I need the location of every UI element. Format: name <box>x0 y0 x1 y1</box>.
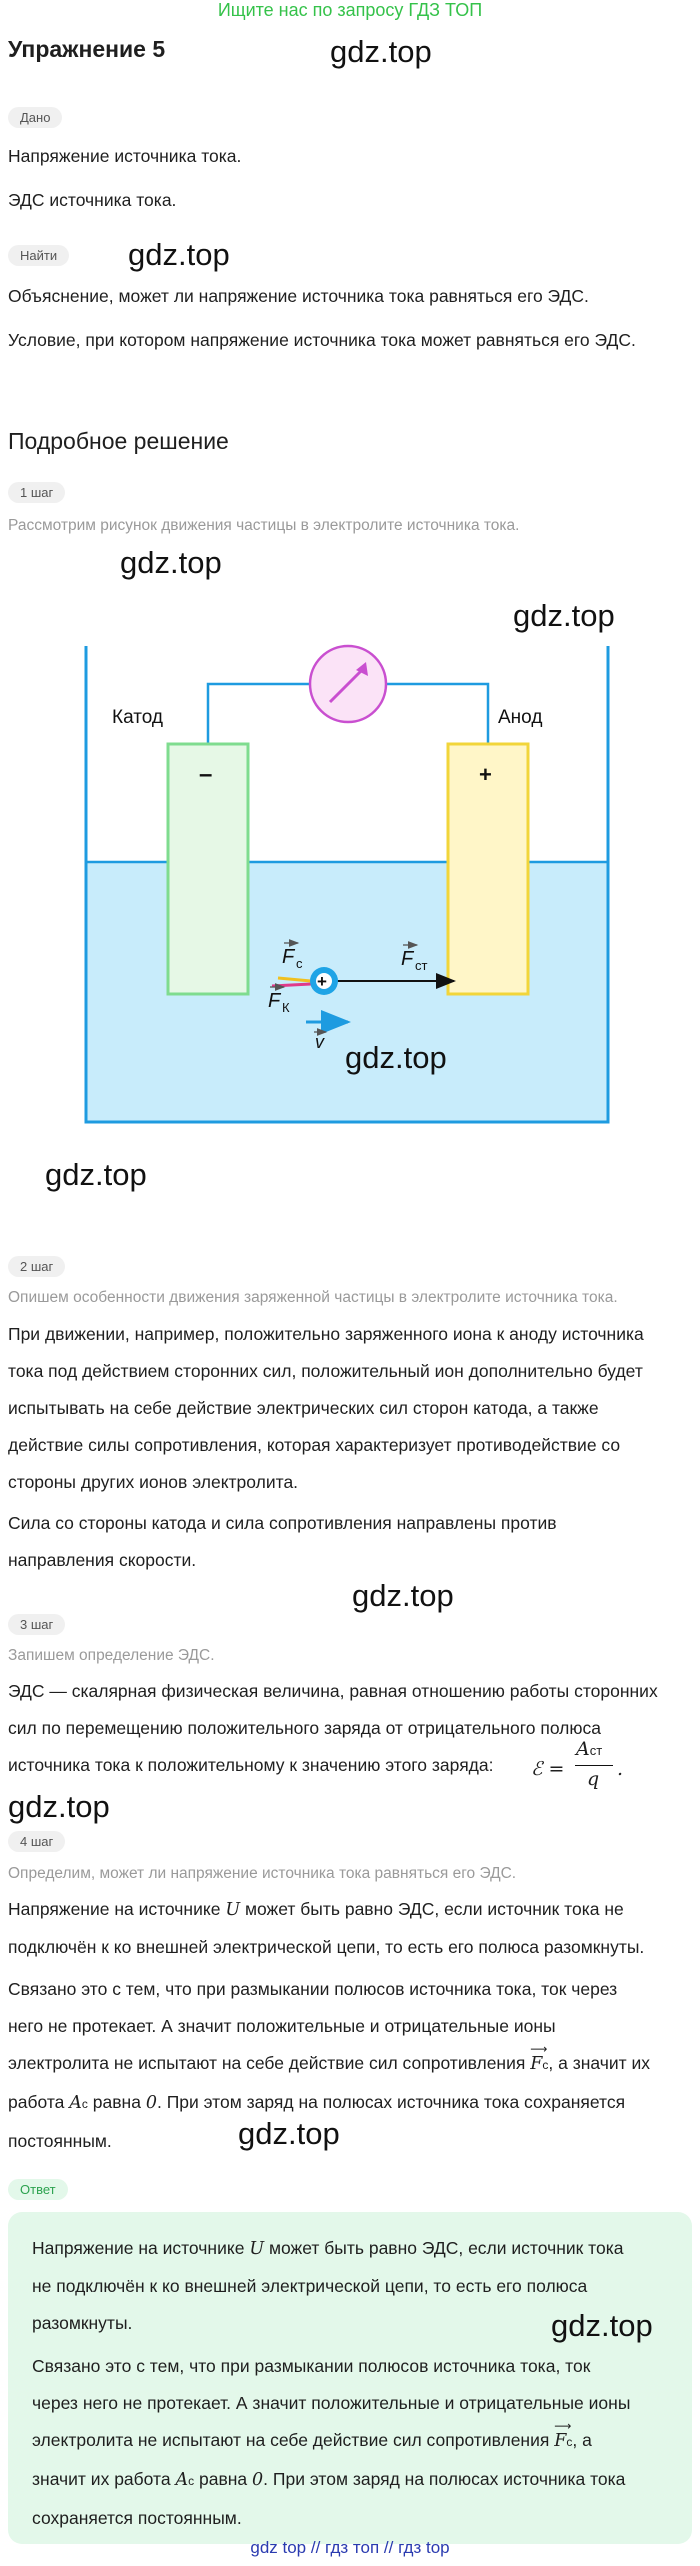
svg-text:+: + <box>317 972 327 991</box>
step-badge: 3 шаг <box>8 1614 65 1635</box>
page-title: Упражнение 5 <box>8 36 166 62</box>
anode-label: Анод <box>498 707 543 728</box>
watermark: gdz.top <box>120 545 222 580</box>
watermark: gdz.top <box>345 1040 447 1075</box>
watermark: gdz.top <box>551 2308 653 2343</box>
svg-text:v: v <box>315 1032 324 1052</box>
step-paragraph: Сила со стороны катода и сила сопротивления направлены против направления скорости. <box>8 1513 557 1570</box>
plus-sign: + <box>479 762 492 787</box>
answer-paragraph: Напряжение на источнике U может быть равно ЭДС, если источник тока не подключён к ко внешней электрической цепи, то есть его полюса разомкнуты. <box>32 2238 624 2333</box>
footer-link[interactable]: гдз топ <box>325 2538 380 2557</box>
step-paragraph: ЭДС — скалярная физическая величина, равная отношению работы сторонних сил по перемещению положительного заряда от отрицательного полюса источника тока к положительному к значению этого заряда: <box>8 1681 658 1775</box>
svg-text:К: К <box>282 1000 290 1015</box>
watermark: gdz.top <box>513 598 615 633</box>
footer-link[interactable]: gdz top <box>250 2538 307 2557</box>
positive-ion <box>310 967 338 995</box>
svg-text:ст: ст <box>415 958 428 973</box>
step-intro: Рассмотрим рисунок движения частицы в электролите источника тока. <box>8 517 520 534</box>
answer-paragraph: Связано это с тем, что при размыкании полюсов источника тока, ток через него не протекает. А значит положительные и отрицательные ионы электролита не испытают на себе действие сил сопротивления ⟶ Fc, а значит их работа Ac равна 0. При этом заряд на полюсах источника тока сохраняется постоянным. <box>32 2356 631 2528</box>
solution-heading: Подробное решение <box>8 428 229 454</box>
cathode-label: Катод <box>112 707 163 728</box>
answer-badge: Ответ <box>8 2179 68 2200</box>
watermark: gdz.top <box>352 1578 454 1613</box>
watermark: gdz.top <box>330 34 432 69</box>
watermark: gdz.top <box>128 237 230 272</box>
step-badge: 2 шаг <box>8 1256 65 1277</box>
watermark: gdz.top <box>8 1789 110 1824</box>
step-intro: Запишем определение ЭДС. <box>8 1647 215 1664</box>
step-intro: Опишем особенности движения заряженной частицы в электролите источника тока. <box>8 1289 618 1306</box>
step-badge: 1 шаг <box>8 482 65 503</box>
force-cathode-arrow <box>272 984 311 986</box>
electrolyte <box>86 862 608 1122</box>
find-item: Объяснение, может ли напряжение источника тока равняться его ЭДС. <box>8 286 589 306</box>
search-banner: Ищите нас по запросу ГДЗ ТОП <box>217 0 483 20</box>
step-badge: 4 шаг <box>8 1831 65 1852</box>
watermark: gdz.top <box>45 1157 147 1192</box>
given-item: Напряжение источника тока. <box>8 146 242 166</box>
minus-sign: – <box>199 761 213 788</box>
wire-left <box>208 684 310 744</box>
find-item: Условие, при котором напряжение источника тока может равняться его ЭДС. <box>8 330 636 350</box>
step-paragraph: Напряжение на источнике U может быть равно ЭДС, если источник тока не подключён к ко внешней электрической цепи, то есть его полюса разомкнуты. <box>8 1899 645 1957</box>
given-badge: Дано <box>8 107 62 128</box>
svg-text:F: F <box>401 948 414 970</box>
voltmeter-icon <box>310 646 386 722</box>
watermark: gdz.top <box>238 2116 340 2151</box>
step-paragraph: При движении, например, положительно заряженного иона к аноду источника тока под действием сторонних сил, положительный ион дополнительно будет испытывать на себе действие электрических сил сторон катода, а также действие силы сопротивления, которая характеризует противодействие со стороны других ионов электролита. <box>8 1324 644 1492</box>
find-badge: Найти <box>8 245 69 266</box>
wire-right <box>386 684 488 744</box>
footer-links: gdz top // гдз топ // гдз top <box>250 2538 450 2557</box>
given-item: ЭДС источника тока. <box>8 190 177 210</box>
footer-link[interactable]: гдз top <box>398 2538 450 2557</box>
svg-text:с: с <box>296 956 303 971</box>
svg-text:F: F <box>282 946 295 968</box>
step-intro: Определим, может ли напряжение источника тока равняться его ЭДС. <box>8 1865 517 1882</box>
step-paragraph: Связано это с тем, что при размыкании полюсов источника тока, ток через него не протекает. А значит положительные и отрицательные ионы электролита не испытают на себе действие сил сопротивления ⟶ Fc, а значит их работа Ac равна 0. При этом заряд на полюсах источника тока сохраняется постоянным. <box>8 1979 651 2151</box>
svg-text:F: F <box>268 990 281 1012</box>
answer-box <box>8 2212 692 2544</box>
